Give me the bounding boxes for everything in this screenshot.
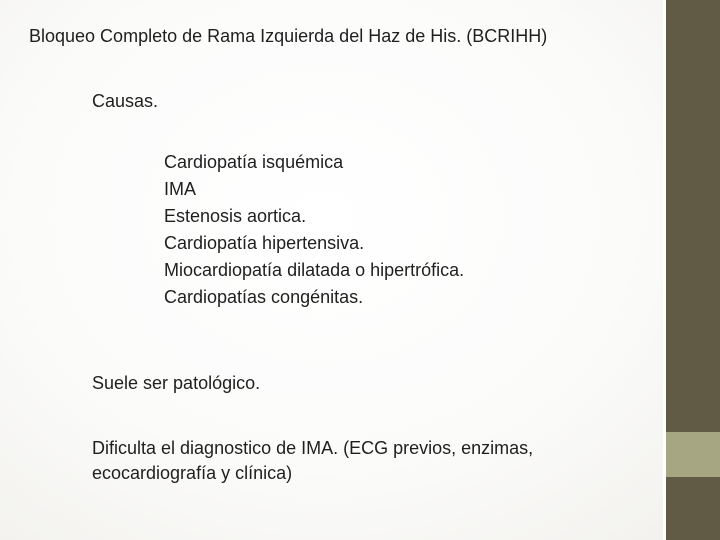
cause-item: Cardiopatía hipertensiva. [164,233,365,253]
cause-item: Estenosis aortica. [164,206,307,226]
slide-title: Bloqueo Completo de Rama Izquierda del Haz de His. (BCRIHH) [29,26,548,46]
pathology-note: Suele ser patológico. [92,373,261,393]
causes-heading: Causas. [92,91,159,111]
cause-item: IMA [164,179,197,199]
cause-item: Cardiopatía isquémica [164,152,344,172]
sidebar-accent-block [666,432,720,477]
causes-list [164,149,464,311]
diagnosis-note: Dificulta el diagnostico de IMA. (ECG previos, enzimas, ecocardiografía y clínica) [92,438,534,483]
cause-item: Miocardiopatía dilatada o hipertrófica. [164,260,465,280]
cause-item: Cardiopatías congénitas. [164,287,364,307]
